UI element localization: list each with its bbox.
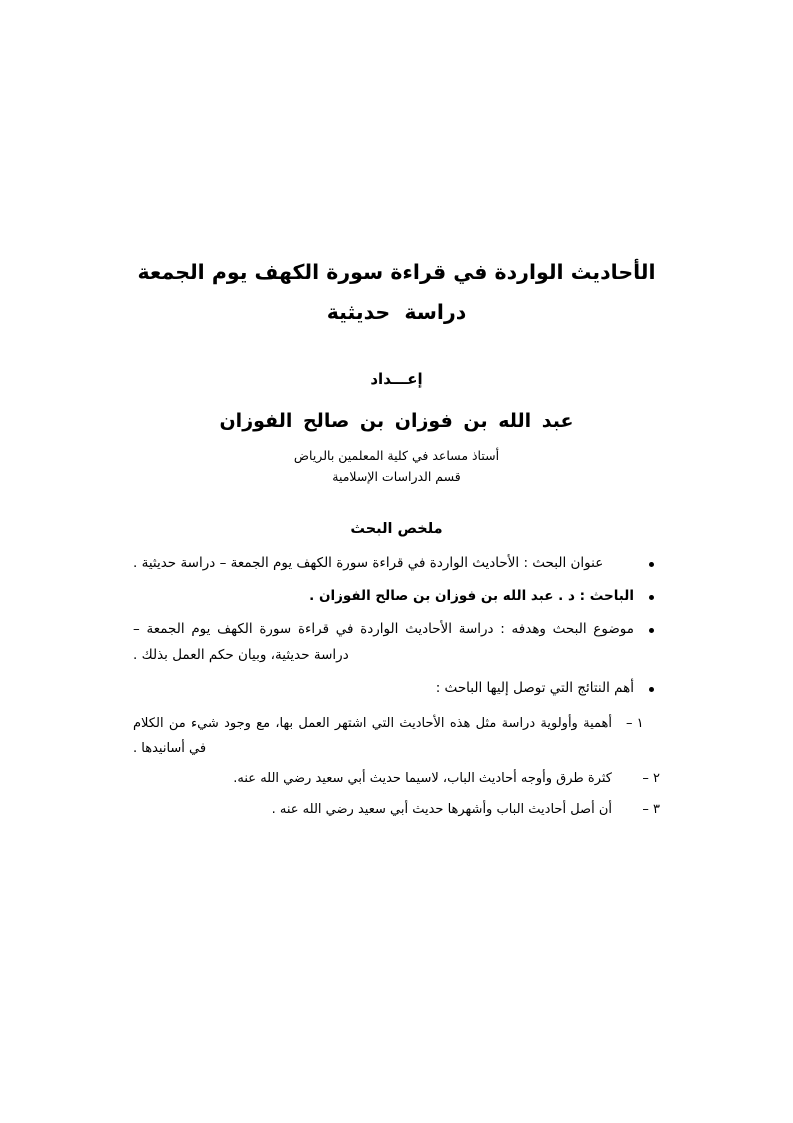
abstract-bullet-item xyxy=(133,617,660,669)
result-item-marker: ٢ – xyxy=(642,771,660,787)
result-item-marker: ١ – xyxy=(626,715,644,731)
author-affiliation-institution: أستاذ مساعد في كلية المعلمين بالرياض xyxy=(293,448,500,463)
result-item xyxy=(133,766,660,791)
result-item xyxy=(133,711,660,762)
abstract-bullet-item xyxy=(133,551,660,577)
title-line-primary: الأحاديث الواردة في قراءة سورة الكهف يوم الجمعة xyxy=(137,260,656,284)
page-title xyxy=(133,262,660,322)
result-item xyxy=(133,797,660,822)
abstract-bullet-text: أهم النتائج التي توصل إليها الباحث : xyxy=(435,679,634,696)
author-block xyxy=(133,370,660,487)
results-numbered-list xyxy=(133,711,660,822)
title-line-subtitle: دراسة حديثية xyxy=(326,299,467,324)
abstract-bullet-item xyxy=(133,676,660,702)
abstract-bullet-text: عنوان البحث : الأحاديث الواردة في قراءة سورة الكهف يوم الجمعة – دراسة حديثية . xyxy=(133,555,604,572)
prepared-by-label: إعـــداد xyxy=(370,370,423,388)
abstract-bullet-text: الباحث : د . عبد الله بن فوزان بن صالح الفوزان . xyxy=(309,588,634,605)
abstract-section xyxy=(133,521,660,822)
author-name: عبد الله بن فوزان بن صالح الفوزان xyxy=(219,410,574,432)
abstract-bullet-item xyxy=(133,584,660,610)
result-item-marker: ٣ – xyxy=(642,801,660,817)
abstract-bullet-list xyxy=(133,551,660,702)
abstract-heading: ملخص البحث xyxy=(350,521,443,538)
result-item-text: كثرة طرق وأوجه أحاديث الباب، لاسيما حديث أبي سعيد رضي الله عنه. xyxy=(233,771,612,787)
page-content xyxy=(133,262,660,827)
abstract-bullet-text: موضوع البحث وهدفه : دراسة الأحاديث الواردة في قراءة سورة الكهف يوم الجمعة – دراسة حديثية، وبيان حكم العمل بذلك . xyxy=(133,621,634,663)
author-affiliation-department: قسم الدراسات الإسلامية xyxy=(332,468,461,484)
result-item-text: أن أصل أحاديث الباب وأشهرها حديث أبي سعيد رضي الله عنه . xyxy=(271,801,612,817)
result-item-text: أهمية وأولوية دراسة مثل هذه الأحاديث التي اشتهر العمل بها، مع وجود شيء من الكلام في أسانيدها . xyxy=(133,715,612,757)
